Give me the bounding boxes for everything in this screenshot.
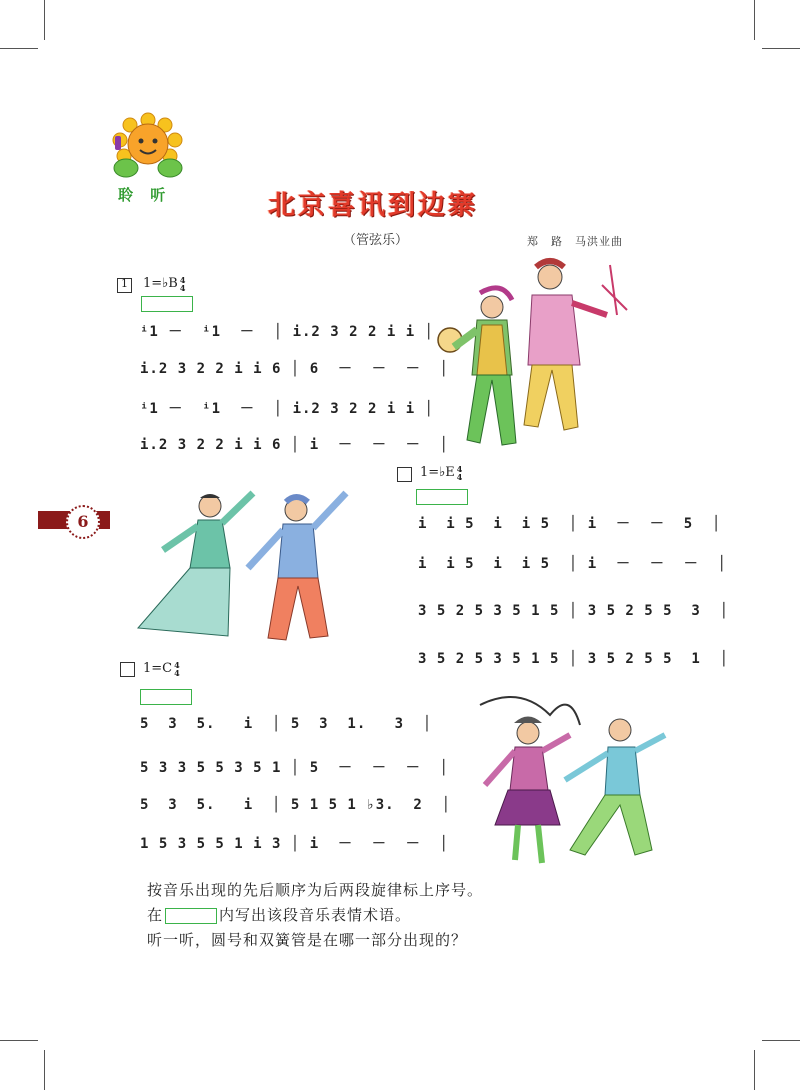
notation-line: 5 3 5. i │ 5 1 5 1 ♭3. 2 │ bbox=[140, 797, 452, 813]
expression-term-box[interactable] bbox=[141, 296, 193, 312]
dancers-illustration bbox=[118, 478, 353, 653]
section-number-box[interactable]: 1 bbox=[117, 278, 132, 293]
notation-line: i i 5 i i 5 │ i － － － │ bbox=[418, 556, 728, 572]
key-signature: 1=♭E 4 4 bbox=[420, 464, 463, 482]
notation-line: i.2 3 2 2 i i 6 │ 6 － － － │ bbox=[140, 361, 450, 377]
notation-line: 1 5 3 5 5 1 i 3 │ i － － － │ bbox=[140, 836, 450, 852]
composer-credit: 郑 路 马洪业曲 bbox=[527, 235, 623, 248]
crop-mark bbox=[0, 48, 38, 49]
dancers-illustration bbox=[470, 685, 670, 870]
page-number: 6 bbox=[77, 512, 89, 531]
section-number-box[interactable] bbox=[397, 467, 412, 482]
answer-box[interactable] bbox=[165, 908, 217, 924]
question-expression: 在 内写出该段音乐表情术语。 bbox=[147, 906, 412, 924]
crop-mark bbox=[762, 1040, 800, 1041]
page-subtitle: （管弦乐） bbox=[343, 233, 409, 248]
question-instruments: 听一听，圆号和双簧管是在哪一部分出现的？ bbox=[147, 931, 468, 949]
key-signature: 1=C 4 4 bbox=[143, 660, 180, 678]
section-number-box[interactable] bbox=[120, 662, 135, 677]
dancers-illustration bbox=[432, 255, 632, 473]
crop-mark bbox=[44, 0, 45, 40]
crop-mark bbox=[44, 1050, 45, 1090]
expression-term-box[interactable] bbox=[416, 489, 468, 505]
crop-mark bbox=[754, 1050, 755, 1090]
question-order: 按音乐出现的先后顺序为后两段旋律标上序号。 bbox=[147, 881, 484, 899]
notation-line: 3 5 2 5 3 5 1 5 │ 3 5 2 5 5 3 │ bbox=[418, 603, 730, 619]
crop-mark bbox=[0, 1040, 38, 1041]
notation-line: ⁱ1 － ⁱ1 － │ i.2 3 2 2 i i │ bbox=[140, 401, 435, 417]
notation-line: i i 5 i i 5 │ i － － 5 │ bbox=[418, 516, 722, 532]
listen-label: 聆 听 bbox=[118, 186, 172, 204]
notation-line: 5 3 3 5 5 3 5 1 │ 5 － － － │ bbox=[140, 760, 450, 776]
notation-line: ⁱ1 － ⁱ1 － │ i.2 3 2 2 i i │ bbox=[140, 324, 435, 340]
notation-line: 5 3 5. i │ 5 3 1. 3 │ bbox=[140, 716, 433, 732]
notation-line: 3 5 2 5 3 5 1 5 │ 3 5 2 5 5 1 │ bbox=[418, 651, 730, 667]
notation-line: i.2 3 2 2 i i 6 │ i － － － │ bbox=[140, 437, 450, 453]
page-title: 北京喜讯到边寨 bbox=[268, 190, 478, 221]
key-signature: 1=♭B 4 4 bbox=[143, 275, 186, 293]
expression-term-box[interactable] bbox=[140, 689, 192, 705]
crop-mark bbox=[762, 48, 800, 49]
crop-mark bbox=[754, 0, 755, 40]
listening-mascot-icon bbox=[110, 112, 190, 184]
